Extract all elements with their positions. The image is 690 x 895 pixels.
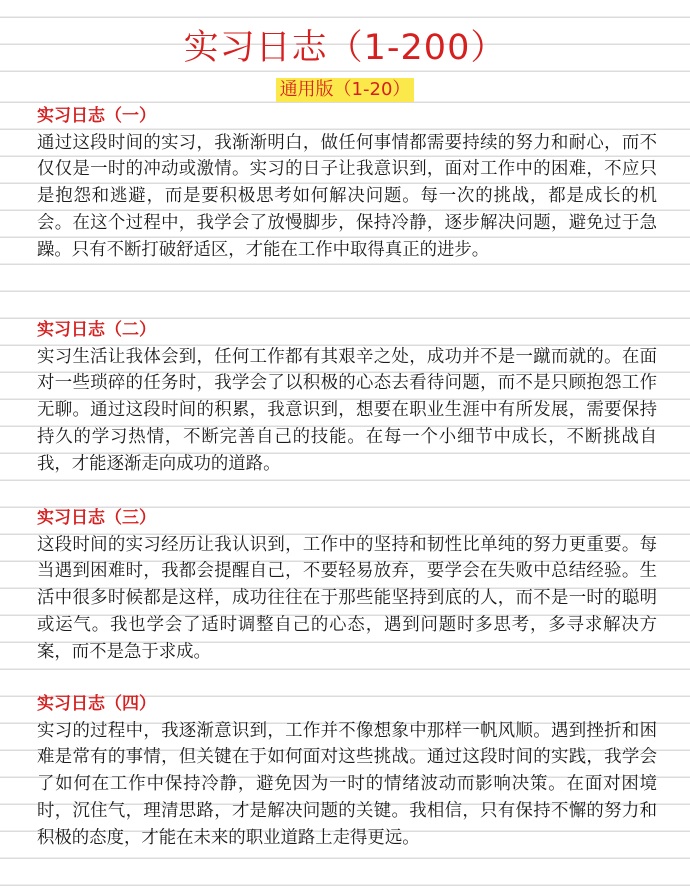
entry-heading: 实习日志（三）	[37, 508, 156, 528]
entry-body: 这段时间的实习经历让我认识到，工作中的坚持和韧性比单纯的努力更重要。每当遇到困难时，我都会提醒自己，不要轻易放弃，要学会在失败中总结经验。生活中很多时候都是这样，成功往往在于那些能坚持到底的人，而不是一时的聪明或运气。我也学会了适时调整自己的心态，遇到问题时多思考，多寻求解决方案，而不是急于求成。	[37, 534, 657, 662]
entry-body: 实习的过程中，我逐渐意识到，工作并不像想象中那样一帆风顺。遇到挫折和困难是常有的事情，但关键在于如何面对这些挑战。通过这段时间的实践，我学会了如何在工作中保持冷静，避免因为一时的情绪波动而影响决策。在面对困境时，沉住气，理清思路，才是解决问题的关键。我相信，只有保持不懈的努力和积极的态度，才能在未来的职业道路上走得更远。	[37, 720, 657, 848]
subtitle-highlight: 通用版（1-20）	[276, 78, 415, 102]
log-entry-3	[37, 505, 657, 665]
log-entry-4	[37, 691, 657, 851]
page-title: 实习日志（1-200）	[183, 28, 507, 68]
entry-heading: 实习日志（二）	[37, 320, 156, 340]
log-entry-2	[37, 317, 657, 477]
log-entry-1	[37, 103, 657, 263]
entry-heading: 实习日志（一）	[37, 106, 156, 126]
entry-body: 实习生活让我体会到，任何工作都有其艰辛之处，成功并不是一蹴而就的。在面对一些琐碎的任务时，我学会了以积极的心态去看待问题，而不是只顾抱怨工作无聊。通过这段时间的积累，我意识到，想要在职业生涯中有所发展，需要保持持久的学习热情，不断完善自己的技能。在每一个小细节中成长，不断挑战自我，才能逐渐走向成功的道路。	[37, 346, 657, 474]
entry-heading: 实习日志（四）	[37, 694, 156, 714]
subtitle-wrap	[0, 78, 690, 102]
entry-body: 通过这段时间的实习，我渐渐明白，做任何事情都需要持续的努力和耐心，而不仅仅是一时的冲动或激情。实习的日子让我意识到，面对工作中的困难，不应只是抱怨和逃避，而是要积极思考如何解决问题。每一次的挑战，都是成长的机会。在这个过程中，我学会了放慢脚步，保持冷静，逐步解决问题，避免过于急躁。只有不断打破舒适区，才能在工作中取得真正的进步。	[37, 132, 657, 260]
